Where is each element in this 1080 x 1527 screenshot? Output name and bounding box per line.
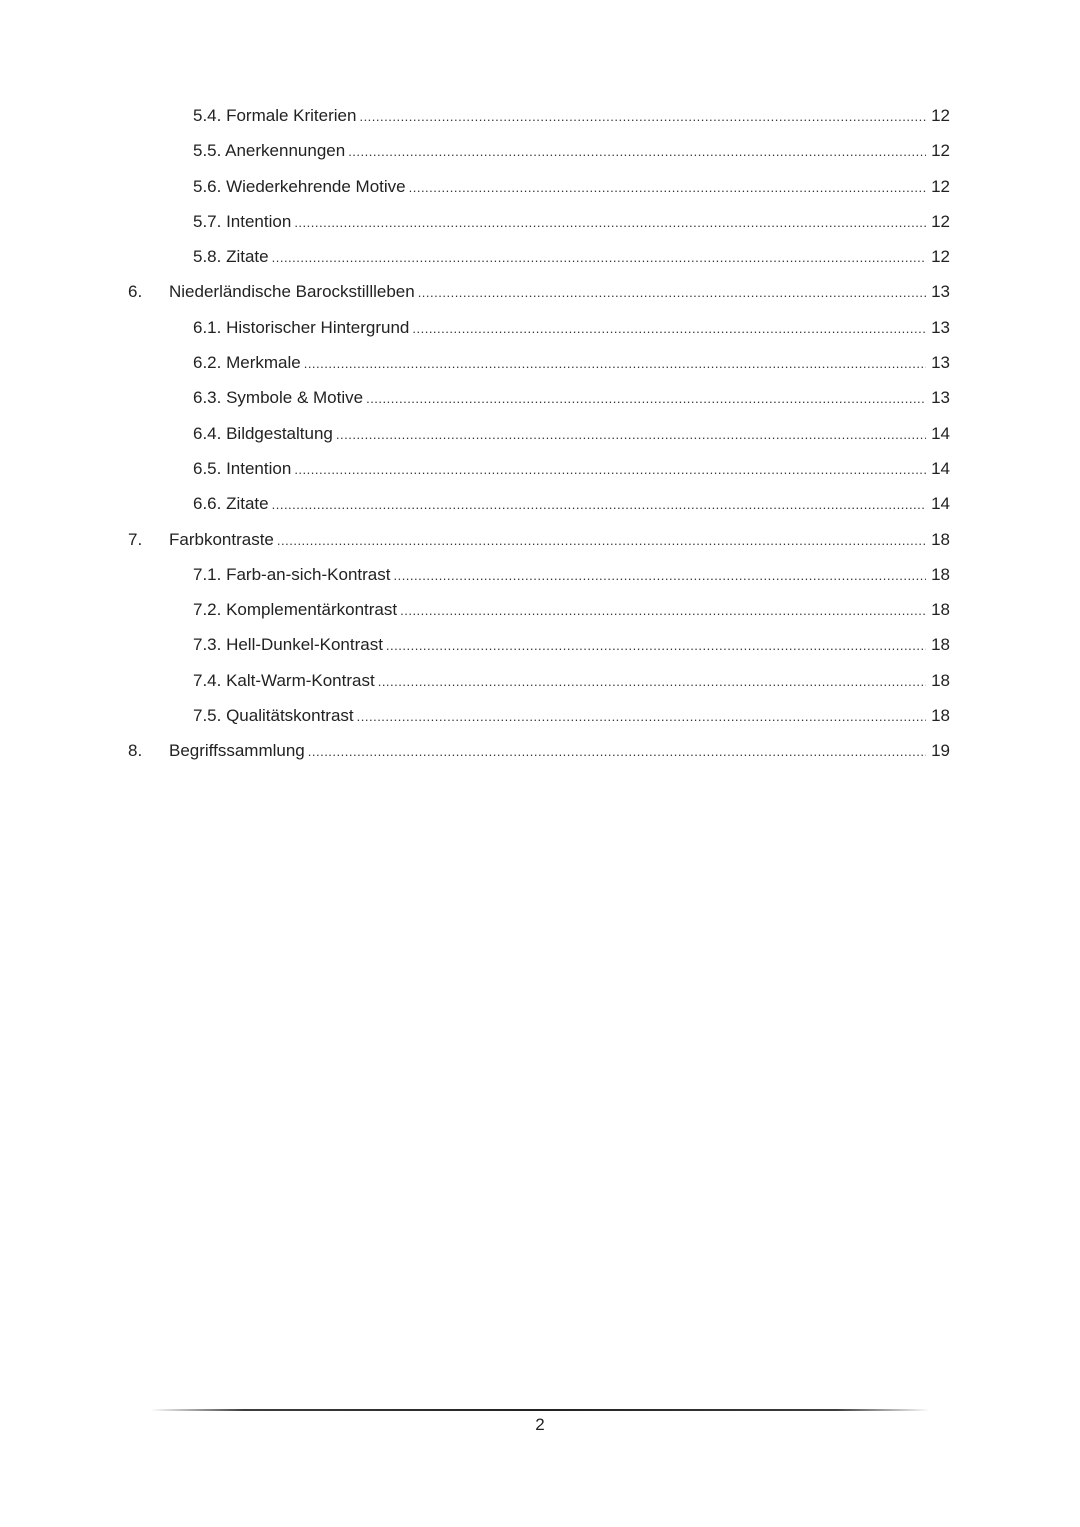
- toc-entry-title: Niederländische Barockstillleben: [169, 282, 415, 302]
- toc-entry-page: 14: [931, 423, 950, 443]
- toc-entry-page: 12: [931, 141, 950, 161]
- toc-entry-page: 14: [931, 458, 950, 478]
- toc-dot-leader: [294, 205, 926, 240]
- toc-entry[interactable]: [0, 345, 1080, 380]
- toc-dot-leader: [272, 487, 926, 522]
- toc-entry-line: [193, 592, 950, 628]
- toc-entry-page: 18: [931, 706, 950, 726]
- toc-entry[interactable]: [0, 451, 1080, 486]
- toc-entry[interactable]: [0, 310, 1080, 345]
- toc-entry[interactable]: [0, 169, 1080, 204]
- toc-entry-title: Begriffssammlung: [169, 741, 305, 761]
- toc-entry-line: [193, 204, 950, 240]
- toc-entry-title: 7.5. Qualitätskontrast: [193, 706, 354, 726]
- toc-dot-leader: [336, 417, 926, 452]
- toc-entry-line: [193, 486, 950, 522]
- toc-entry-title: 6.6. Zitate: [193, 494, 269, 514]
- toc-entry-line: [193, 627, 950, 663]
- table-of-contents: [0, 98, 1080, 769]
- toc-dot-leader: [272, 240, 926, 275]
- toc-entry-title: 5.7. Intention: [193, 211, 292, 231]
- toc-entry-title: 6.2. Merkmale: [193, 353, 301, 373]
- page-number: 2: [535, 1415, 545, 1434]
- toc-entry-line: [169, 733, 950, 769]
- toc-entry-line: [193, 663, 950, 699]
- toc-entry-line: [169, 522, 950, 558]
- toc-entry-line: [193, 169, 950, 205]
- toc-entry[interactable]: [0, 522, 1080, 557]
- toc-entry-page: 12: [931, 211, 950, 231]
- toc-entry-page: 18: [931, 600, 950, 620]
- toc-dot-leader: [409, 170, 926, 205]
- toc-entry[interactable]: [0, 239, 1080, 274]
- toc-entry[interactable]: [0, 204, 1080, 239]
- toc-entry-title: 5.5. Anerkennungen: [193, 141, 346, 161]
- toc-entry-line: [193, 98, 950, 134]
- toc-entry[interactable]: [0, 380, 1080, 415]
- toc-entry-title: 7.4. Kalt-Warm-Kontrast: [193, 670, 375, 690]
- toc-entry[interactable]: [0, 98, 1080, 133]
- toc-entry[interactable]: [0, 698, 1080, 733]
- toc-entry-page: 12: [931, 106, 950, 125]
- toc-entry[interactable]: [0, 557, 1080, 592]
- toc-entry-page: 18: [931, 670, 950, 690]
- toc-entry-page: 19: [931, 741, 950, 761]
- toc-entry-title: 7.2. Komplementärkontrast: [193, 600, 398, 620]
- toc-entry[interactable]: [0, 416, 1080, 451]
- toc-entry[interactable]: [0, 133, 1080, 168]
- toc-entry-page: 12: [931, 247, 950, 267]
- toc-entry-page: 12: [931, 176, 950, 196]
- toc-entry-page: 18: [931, 564, 950, 584]
- toc-dot-leader: [412, 311, 926, 346]
- toc-dot-leader: [308, 734, 926, 769]
- toc-entry-title: 6.5. Intention: [193, 458, 292, 478]
- toc-entry-title: 7.1. Farb-an-sich-Kontrast: [193, 564, 391, 584]
- toc-entry-line: [193, 698, 950, 734]
- toc-entry-title: 6.3. Symbole & Motive: [193, 388, 364, 408]
- toc-entry-page: 13: [931, 388, 950, 408]
- toc-entry-page: 18: [931, 635, 950, 655]
- toc-entry-title: Farbkontraste: [169, 529, 274, 549]
- toc-entry[interactable]: [0, 627, 1080, 662]
- toc-entry[interactable]: [0, 733, 1080, 768]
- toc-entry-page: 18: [931, 529, 950, 549]
- toc-dot-leader: [357, 699, 926, 734]
- toc-dot-leader: [348, 134, 926, 169]
- toc-entry-line: [193, 451, 950, 487]
- toc-dot-leader: [386, 628, 926, 663]
- footer-divider: [150, 1409, 930, 1411]
- toc-dot-leader: [359, 99, 926, 134]
- toc-entry[interactable]: [0, 274, 1080, 309]
- toc-dot-leader: [294, 452, 926, 487]
- toc-dot-leader: [378, 664, 926, 699]
- toc-entry-number: 7.: [128, 529, 143, 549]
- toc-entry[interactable]: [0, 663, 1080, 698]
- toc-entry[interactable]: [0, 592, 1080, 627]
- toc-dot-leader: [277, 523, 926, 558]
- toc-entry-title: 6.4. Bildgestaltung: [193, 423, 333, 443]
- toc-entry-page: 14: [931, 494, 950, 514]
- toc-entry-page: 13: [931, 317, 950, 337]
- toc-entry-line: [193, 416, 950, 452]
- toc-dot-leader: [366, 381, 926, 416]
- toc-entry-title: 5.4. Formale Kriterien: [193, 106, 357, 125]
- toc-entry-line: [193, 345, 950, 381]
- toc-entry-page: 13: [931, 282, 950, 302]
- toc-entry-line: [169, 274, 950, 310]
- toc-entry-title: 5.6. Wiederkehrende Motive: [193, 176, 406, 196]
- toc-dot-leader: [418, 275, 926, 310]
- toc-entry-title: 6.1. Historischer Hintergrund: [193, 317, 410, 337]
- toc-entry-line: [193, 380, 950, 416]
- toc-entry-line: [193, 133, 950, 169]
- toc-dot-leader: [304, 346, 926, 381]
- toc-entry-line: [193, 239, 950, 275]
- toc-entry-number: 6.: [128, 282, 143, 302]
- toc-entry-title: 5.8. Zitate: [193, 247, 269, 267]
- toc-entry-number: 8.: [128, 741, 143, 761]
- toc-dot-leader: [400, 593, 926, 628]
- toc-entry-line: [193, 557, 950, 593]
- toc-dot-leader: [393, 558, 926, 593]
- toc-entry-line: [193, 310, 950, 346]
- toc-entry-page: 13: [931, 353, 950, 373]
- toc-entry-title: 7.3. Hell-Dunkel-Kontrast: [193, 635, 383, 655]
- toc-entry[interactable]: [0, 486, 1080, 521]
